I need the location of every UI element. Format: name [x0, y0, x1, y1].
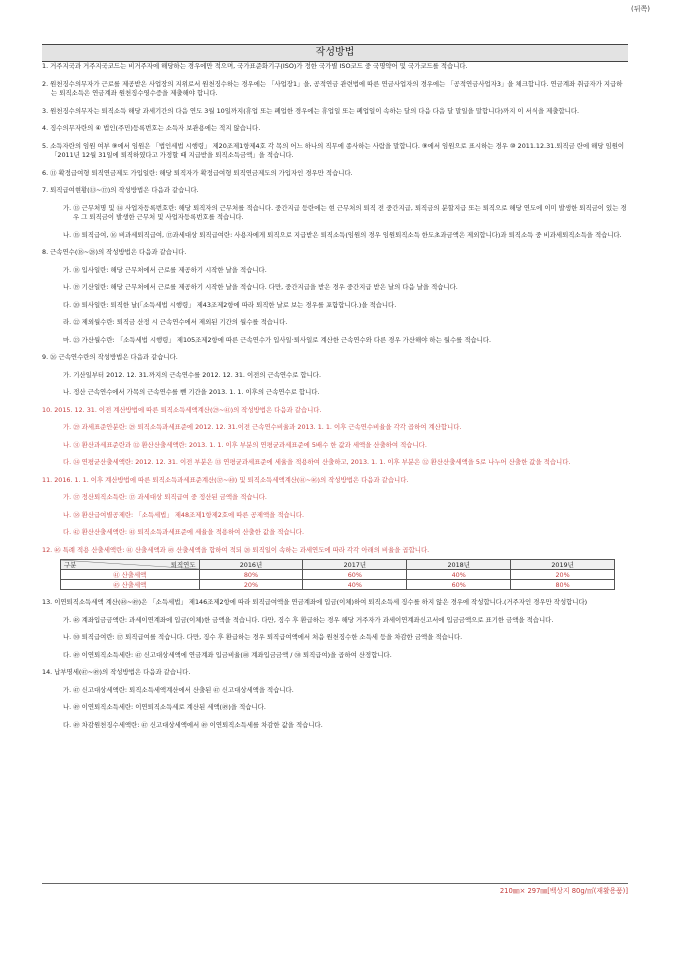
rate-table-row [61, 580, 615, 590]
rate-cell: 60% [303, 570, 407, 580]
rate-cell: 20% [199, 580, 303, 590]
instruction-item: 마. ㉓ 가산월수란: 「소득세법 시행령」 제105조제2항에 따른 근속연수가 입사일·퇴사일로 계산한 근속연수와 다른 경우 가산해야 하는 월수를 적습니다. [63, 335, 492, 344]
rate-cell: 20% [511, 570, 615, 580]
instruction-item: 나. ㊾ 이연퇴직소득세란: 이연퇴직소득세로 계산된 세액(㊾)을 적습니다. [63, 703, 266, 711]
instruction-item: 가. ⑱ 입사일란: 해당 근무처에서 근로를 제공하기 시작한 날을 적습니다. [63, 265, 267, 274]
instruction-list-continued [42, 598, 628, 730]
instruction-item: 다. ㉞ 연평균산출세액란: 2012. 12. 31. 이전 부분은 ㉝ 연평균과세표준에 세율을 적용하여 산출하고, 2013. 1. 1. 이후 부분은 ㉜ 환산산출세액을 5로 나누어 산출한 값을 적습니다. [63, 458, 571, 466]
rate-table-row [61, 570, 615, 580]
instruction-item: 나. ⑲ 기산일란: 해당 근무처에서 근로를 제공하기 시작한 날을 적습니다. 다만, 중간지급을 받은 경우 중간지급 받은 날의 다음 날을 적습니다. [63, 283, 458, 291]
instruction-item: 나. ㊿ 퇴직급여란: ⑰ 퇴직급여를 적습니다. 다만, 징수 후 환급하는 경우 퇴직급여액에서 처음 원천징수한 소득세 등을 차감한 금액을 적습니다. [63, 633, 463, 641]
instruction-item: 다. ㊾ 차감원천징수세액란: ㊼ 신고대상세액에서 ㊾ 이연퇴직소득세를 차감한 값을 적습니다. [63, 720, 323, 729]
rate-cell: 80% [511, 580, 615, 590]
instruction-item: 11. 2016. 1. 1. 이후 계산방법에 따른 퇴직소득과세표준계산(㊲~㊵) 및 퇴직소득세액계산(㊶~㊻)의 작성방법은 다음과 같습니다. [42, 475, 409, 484]
instruction-item: 5. 소득자란의 임원 여부 ⑨에서 임원은 「법인세법 시행령」 제20조제1항제4호 각 목의 어느 하나의 직무에 종사하는 사람을 말합니다. ⑨에서 임원으로 표시하는 경우 ⑩ 2011.12.31.퇴직금 란에 해당 임원이 「2011년 12월 31일에 퇴직하였다고 가정할 때 지급받을 퇴직소득금액」을 적습니다. [42, 141, 625, 159]
instruction-item: 1. 거주지국과 거주지국코드는 비거주자에 해당하는 경우에만 적으며, 국가표준화기구(ISO)가 정한 국가별 ISO코드 중 국명약어 및 국가코드를 적습니다. [42, 62, 468, 70]
instruction-item: 나. 정산 근속연수에서 가목의 근속연수를 뺀 기간을 2013. 1. 1. 이후의 근속연수로 합니다. [63, 388, 320, 396]
instruction-item: 6. ⑪ 확정급여형 퇴직연금제도 가입일란: 해당 퇴직자가 확정급여형 퇴직연금제도의 가입자인 경우만 적습니다. [42, 168, 353, 177]
year-header: 2019년 [511, 560, 615, 570]
instruction-item: 가. ㊲ 정산퇴직소득란: ⑰ 과세대상 퇴직급여 중 정산된 금액을 적습니다. [63, 493, 267, 501]
instruction-item: 7. 퇴직급여현황(⑬~⑰)의 작성방법은 다음과 같습니다. [42, 186, 199, 194]
instruction-item: 다. ⑳ 퇴사일란: 퇴직한 날(「소득세법 시행령」 제43조제2항에 따라 퇴직한 날로 보는 경우를 포함합니다.)을 적습니다. [63, 300, 397, 309]
instructions-body [42, 62, 628, 730]
row-label: ㊶ 산출세액 [61, 570, 200, 580]
footer-divider [42, 883, 628, 884]
instruction-item: 12. ㊻ 특례 적용 산출세액란: ㊶ 산출세액과 ㊺ 산출세액을 합하여 적되 ⑳ 퇴직일이 속하는 과세연도에 따라 각각 아래의 비율을 곱합니다. [42, 545, 430, 554]
instruction-item: 3. 원천징수의무자는 퇴직소득 해당 과세기간의 다음 연도 3월 10일까지(휴업 또는 폐업한 경우에는 휴업일 또는 폐업일이 속하는 달의 다음 다음 달 말일을 말합니다)까지 이 서식을 제출합니다. [42, 106, 580, 115]
instruction-item: 10. 2015. 12. 31. 이전 계산방법에 따른 퇴직소득세액계산(㉙~㊶)의 작성방법은 다음과 같습니다. [42, 405, 322, 414]
page-label: (뒤쪽) [631, 5, 650, 13]
rate-cell: 40% [407, 570, 511, 580]
instruction-item: 가. ㊼ 신고대상세액란: 퇴직소득세액계산에서 산출된 ㊼ 신고대상세액을 적습니다. [63, 685, 294, 694]
rate-table-corner-cell [61, 560, 200, 570]
instruction-item: 4. 징수의무자란의 ④ 법인(주민)등록번호는 소득자 보관용에는 적지 않습니다. [42, 124, 261, 132]
rate-table [60, 559, 615, 590]
corner-top-label: 퇴직연도 [170, 561, 196, 569]
instruction-item: 라. ㉒ 제외월수란: 퇴직금 산정 시 근속연수에서 제외된 기간의 월수를 적습니다. [63, 318, 288, 326]
instruction-item: 8. 근속연수(⑱~㉘)의 작성방법은 다음과 같습니다. [42, 248, 187, 256]
page-title: 작성방법 [42, 44, 628, 62]
corner-bottom-label: 구분 [64, 561, 77, 569]
instruction-item: 2. 원천징수의무자가 근로를 제공받은 사업장의 지위로서 원천징수하는 경우에는 「사업장1」을, 공적연금 관련법에 따른 연금사업자의 경우에는 「공적연금사업자3」을 체크합니다. 연금계좌 취급자가 지급하는 퇴직소득은 연금계좌 원천징수영수증을 제출해야 합니다. [42, 79, 623, 97]
instruction-item: 가. ㉙ 과세표준안분란: ㉙ 퇴직소득과세표준에 2012. 12. 31.이전 근속연수비율과 2013. 1. 1. 이후 근속연수비율을 각각 곱하여 계산합니다. [63, 423, 462, 431]
paper-spec-footer: 210㎜× 297㎜[백상지 80g/㎡(재활용품)] [499, 887, 628, 895]
instruction-item: 13. 이연퇴직소득세액 계산(㊽~㊾)은 「소득세법」 제146조제2항에 따라 퇴직급여액을 연금계좌에 입금(이체)하여 퇴직소득세 징수를 하지 않은 경우에 작성합니다.(거주자인 경우만 작성합니다) [42, 598, 588, 606]
instruction-item: 9. ㉖ 근속연수란의 작성방법은 다음과 같습니다. [42, 353, 178, 361]
instruction-item: 나. ⑮ 퇴직급여, ⑯ 비과세퇴직급여, ⑰과세대상 퇴직급여란: 사용자에게 퇴직으로 지급받은 퇴직소득(임원의 경우 임원퇴직소득 한도초과금액은 제외합니다)과 퇴직소득 중 비과세퇴직소득을 적습니다. [63, 230, 622, 239]
instruction-item: 가. ㊽ 계좌입금금액란: 과세이연계좌에 입금(이체)한 금액을 적습니다. 다만, 징수 후 환급하는 경우 해당 거주자가 과세이연계좌신고서에 입금금액으로 표기한 금액을 적습니다. [63, 615, 554, 624]
instruction-item: 가. 기산일부터 2012. 12. 31.까지의 근속연수를 2012. 12. 31. 이전의 근속연수로 합니다. [63, 370, 321, 379]
rate-cell: 60% [407, 580, 511, 590]
instruction-item: 다. ㊷ 환산산출세액란: ㊶ 퇴직소득과세표준에 세율을 적용하여 산출한 값을 적습니다. [63, 528, 304, 536]
instruction-item: 다. ㊾ 이연퇴직소득세란: ㊼ 신고대상세액에 연금계좌 입금비율(㊽ 계좌입금금액 / ㊿ 퇴직급여)을 곱하여 산정합니다. [63, 650, 392, 659]
rate-cell: 40% [303, 580, 407, 590]
instruction-item: 가. ⑬ 근무처명 및 ⑭ 사업자등록번호란: 해당 퇴직자의 근무처를 적습니다. 중간지급 등란에는 현 근무처의 퇴직 전 중간지급, 퇴직금의 분할지급 또는 퇴직으로 해당 연도에 이미 발생한 퇴직금이 있는 경우 그 퇴직금이 발생한 근무처 및 사업자등록번호를 적습니다. [63, 203, 627, 221]
rate-table-header-row [61, 560, 615, 570]
rate-cell: 80% [199, 570, 303, 580]
row-label: ㊺ 산출세액 [61, 580, 200, 590]
instruction-list [42, 62, 628, 555]
instruction-item: 14. 납부명세(㊼~㊾)의 작성방법은 다음과 같습니다. [42, 668, 191, 676]
year-header: 2016년 [199, 560, 303, 570]
instruction-item: 나. ㉛ 환산과세표준란과 ㉜ 환산산출세액란: 2013. 1. 1. 이후 부분의 연평균과세표준에 5배수 한 값과 세액을 산출하여 적습니다. [63, 440, 427, 449]
year-header: 2018년 [407, 560, 511, 570]
instruction-item: 나. ㊳ 환산급여별공제란: 「소득세법」 제48조제1항제2호에 따른 공제액을 적습니다. [63, 510, 305, 519]
year-header: 2017년 [303, 560, 407, 570]
